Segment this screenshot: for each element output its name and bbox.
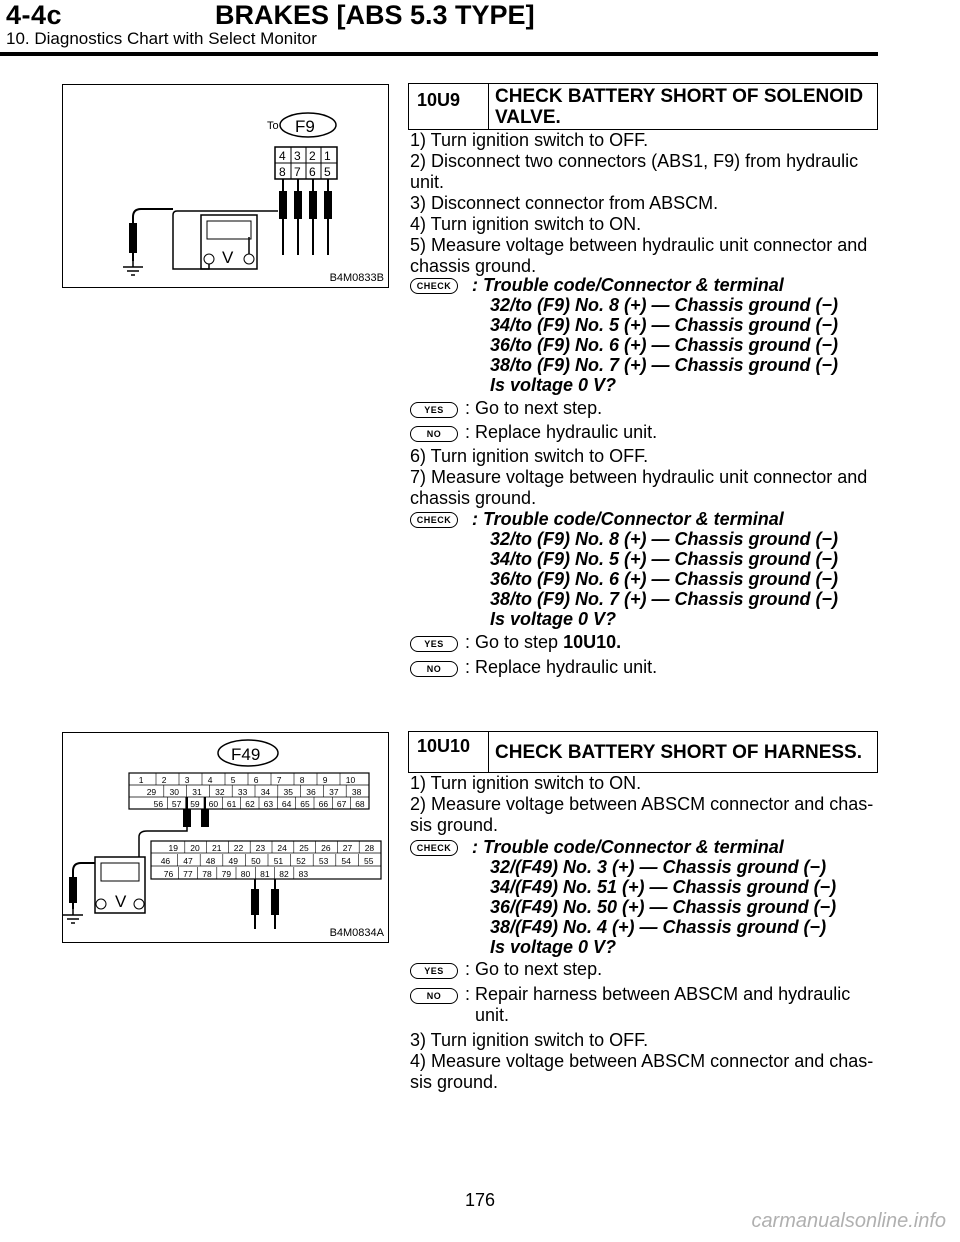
pin-label: 47	[183, 856, 193, 866]
pin-label: 46	[160, 856, 171, 866]
pin-label: 55	[364, 856, 374, 866]
section-number: 4-4c	[6, 0, 63, 30]
step-header-10u9	[408, 83, 878, 130]
pin-label: 54	[341, 856, 351, 866]
step-number: 10U9	[409, 84, 489, 129]
no-mark-icon: NO	[410, 426, 458, 442]
pin-label: 26	[321, 843, 331, 853]
instruction-line: 6) Turn ignition switch to OFF.	[410, 446, 649, 466]
to-label: To	[267, 120, 279, 132]
no-answer: : Replace hydraulic unit.	[465, 422, 658, 442]
connector-label-f49: F49	[231, 745, 261, 764]
instruction-line: 3) Disconnect connector from ABSCM.	[410, 193, 719, 213]
figure-f9-wiring	[62, 84, 389, 288]
figure-id: B4M0833B	[329, 272, 384, 284]
pin-label: 33	[237, 787, 248, 797]
step-title: CHECK BATTERY SHORT OF SOLENOID VALVE.	[495, 86, 864, 128]
pin-label: 59	[190, 799, 200, 809]
pin-label: 79	[221, 869, 232, 879]
yes-answer: : Go to next step.	[465, 398, 603, 418]
pin-label: 56	[153, 799, 164, 809]
instruction-line: unit.	[410, 172, 445, 192]
step-number: 10U10	[409, 732, 489, 772]
pin-label: 35	[283, 787, 293, 797]
instruction-line: 2) Disconnect two connectors (ABS1, F9) from hydraulic	[410, 151, 859, 171]
pin-label: 32	[215, 787, 225, 797]
check-block-3: : Trouble code/Connector & terminal 32/(F49) No. 3 (+) — Chassis ground (−) 34/(F49) No. 51 (+) — Chassis ground (−) 36/(F49) No. 50 (+) — Chassis ground (−) 38/(F49) No. 4 (+) — Chassis ground (−) Is voltage 0 V?	[472, 837, 837, 957]
instruction-line: 3) Turn ignition switch to OFF.	[410, 1030, 649, 1050]
instruction-line: 5) Measure voltage between hydraulic unit connector and	[410, 235, 868, 255]
pin-label: 25	[299, 843, 309, 853]
pin-label: 78	[202, 869, 212, 879]
svg-text:V: V	[115, 892, 127, 911]
pin-label: 82	[279, 869, 289, 879]
page-number: 176	[464, 1190, 496, 1210]
no-mark-icon: NO	[410, 661, 458, 677]
no-answer: : Repair harness between ABSCM and hydraulic unit.	[465, 984, 851, 1025]
instruction-line: chassis ground.	[410, 256, 537, 276]
pin-label: 64	[281, 799, 292, 809]
step1-instructions-b	[410, 446, 878, 509]
pin-8: 8	[279, 165, 286, 179]
svg-text:V: V	[222, 248, 234, 267]
yes-answer: : Go to step 10U10.	[465, 632, 622, 652]
step2-instructions-a	[410, 773, 878, 836]
yes-answer: : Go to next step.	[465, 959, 603, 979]
pin-label: 66	[318, 799, 329, 809]
instruction-line: 2) Measure voltage between ABSCM connector and chas-	[410, 794, 874, 814]
page-title: BRAKES [ABS 5.3 TYPE]	[215, 0, 535, 30]
instruction-line: 7) Measure voltage between hydraulic unit connector and	[410, 467, 868, 487]
pin-label: 9	[322, 775, 328, 785]
pin-label: 53	[318, 856, 329, 866]
header-rule	[0, 52, 878, 56]
pin-label: 20	[190, 843, 200, 853]
pin-label: 30	[169, 787, 179, 797]
pin-label: 37	[329, 787, 339, 797]
instruction-line: chassis ground.	[410, 488, 537, 508]
step1-instructions-a	[410, 130, 878, 277]
no-answer: : Replace hydraulic unit.	[465, 657, 658, 677]
pin-label: 21	[212, 843, 222, 853]
pin-label: 5	[230, 775, 236, 785]
check-mark-icon: CHECK	[410, 512, 458, 528]
figure-f49-wiring	[62, 732, 389, 943]
pin-label: 36	[306, 787, 316, 797]
pin-label: 4	[207, 775, 213, 785]
pin-label: 60	[208, 799, 219, 809]
yes-mark-icon: YES	[410, 963, 458, 979]
pin-7: 7	[294, 165, 301, 179]
yes-mark-icon: YES	[410, 402, 458, 418]
pin-label: 61	[226, 799, 237, 809]
step-title: CHECK BATTERY SHORT OF HARNESS.	[495, 742, 863, 763]
pin-label: 1	[138, 775, 144, 785]
pin-label: 68	[355, 799, 365, 809]
pin-label: 23	[255, 843, 266, 853]
pin-label: 52	[296, 856, 306, 866]
instruction-line: 1) Turn ignition switch to OFF.	[410, 130, 649, 150]
pin-label: 10	[345, 775, 356, 785]
yes-mark-icon: YES	[410, 636, 458, 652]
no-mark-icon: NO	[410, 988, 458, 1004]
instruction-line: 4) Measure voltage between ABSCM connector and chas-	[410, 1051, 874, 1071]
pin-1: 1	[324, 149, 331, 163]
pin-label: 57	[171, 799, 182, 809]
pin-label: 50	[251, 856, 261, 866]
pin-2: 2	[309, 149, 316, 163]
step-link[interactable]: 10U10.	[563, 632, 622, 652]
wiring-diagram-f9	[63, 85, 388, 287]
ground-symbol	[123, 261, 143, 275]
pin-label: 27	[342, 843, 353, 853]
pin-label: 34	[260, 787, 271, 797]
figure-id-2: B4M0834A	[329, 927, 384, 939]
pin-label: 80	[240, 869, 251, 879]
pin-label: 48	[205, 856, 216, 866]
instruction-line: 1) Turn ignition switch to ON.	[410, 773, 642, 793]
pin-label: 2	[161, 775, 167, 785]
pin-label: 28	[364, 843, 375, 853]
pin-5: 5	[324, 165, 331, 179]
pin-label: 76	[163, 869, 174, 879]
pin-label: 77	[183, 869, 193, 879]
pin-6: 6	[309, 165, 316, 179]
pin-label: 7	[276, 775, 282, 785]
pin-label: 29	[146, 787, 157, 797]
step-header-10u10	[408, 731, 878, 773]
watermark: carmanualsonline.info	[751, 1210, 946, 1232]
instruction-line: sis ground.	[410, 1072, 499, 1092]
pin-label: 65	[300, 799, 310, 809]
check-mark-icon: CHECK	[410, 840, 458, 856]
pin-label: 22	[233, 843, 244, 853]
pin-label: 31	[192, 787, 202, 797]
page-subtitle: 10. Diagnostics Chart with Select Monitor	[6, 29, 317, 48]
pin-label: 8	[299, 775, 305, 785]
pin-label: 49	[228, 856, 238, 866]
pin-label: 62	[245, 799, 255, 809]
check-block-2: : Trouble code/Connector & terminal 32/to (F9) No. 8 (+) — Chassis ground (−) 34/to (F9) No. 5 (+) — Chassis ground (−) 36/to (F9) No. 6 (+) — Chassis ground (−) 38/to (F9) No. 7 (+) — Chassis ground (−) Is voltage 0 V?	[472, 509, 839, 629]
instruction-line: 4) Turn ignition switch to ON.	[410, 214, 642, 234]
pin-label: 38	[351, 787, 362, 797]
pin-label: 3	[184, 775, 190, 785]
wiring-diagram-f49	[63, 733, 388, 942]
instruction-line: sis ground.	[410, 815, 499, 835]
pin-label: 63	[263, 799, 274, 809]
pin-3: 3	[294, 149, 301, 163]
pin-label: 67	[336, 799, 347, 809]
step2-instructions-b	[410, 1030, 878, 1093]
pin-label: 24	[277, 843, 287, 853]
pin-label: 19	[168, 843, 178, 853]
connector-label-f9: F9	[295, 117, 315, 136]
check-block-1: : Trouble code/Connector & terminal 32/to (F9) No. 8 (+) — Chassis ground (−) 34/to (F9) No. 5 (+) — Chassis ground (−) 36/to (F9) No. 6 (+) — Chassis ground (−) 38/to (F9) No. 7 (+) — Chassis ground (−) Is voltage 0 V?	[472, 275, 839, 395]
pin-label: 51	[273, 856, 284, 866]
pin-label: 83	[298, 869, 309, 879]
check-mark-icon: CHECK	[410, 278, 458, 294]
pin-4: 4	[279, 149, 286, 163]
ground-symbol-2	[63, 909, 83, 923]
pin-label: 6	[253, 775, 259, 785]
pin-label: 81	[260, 869, 270, 879]
